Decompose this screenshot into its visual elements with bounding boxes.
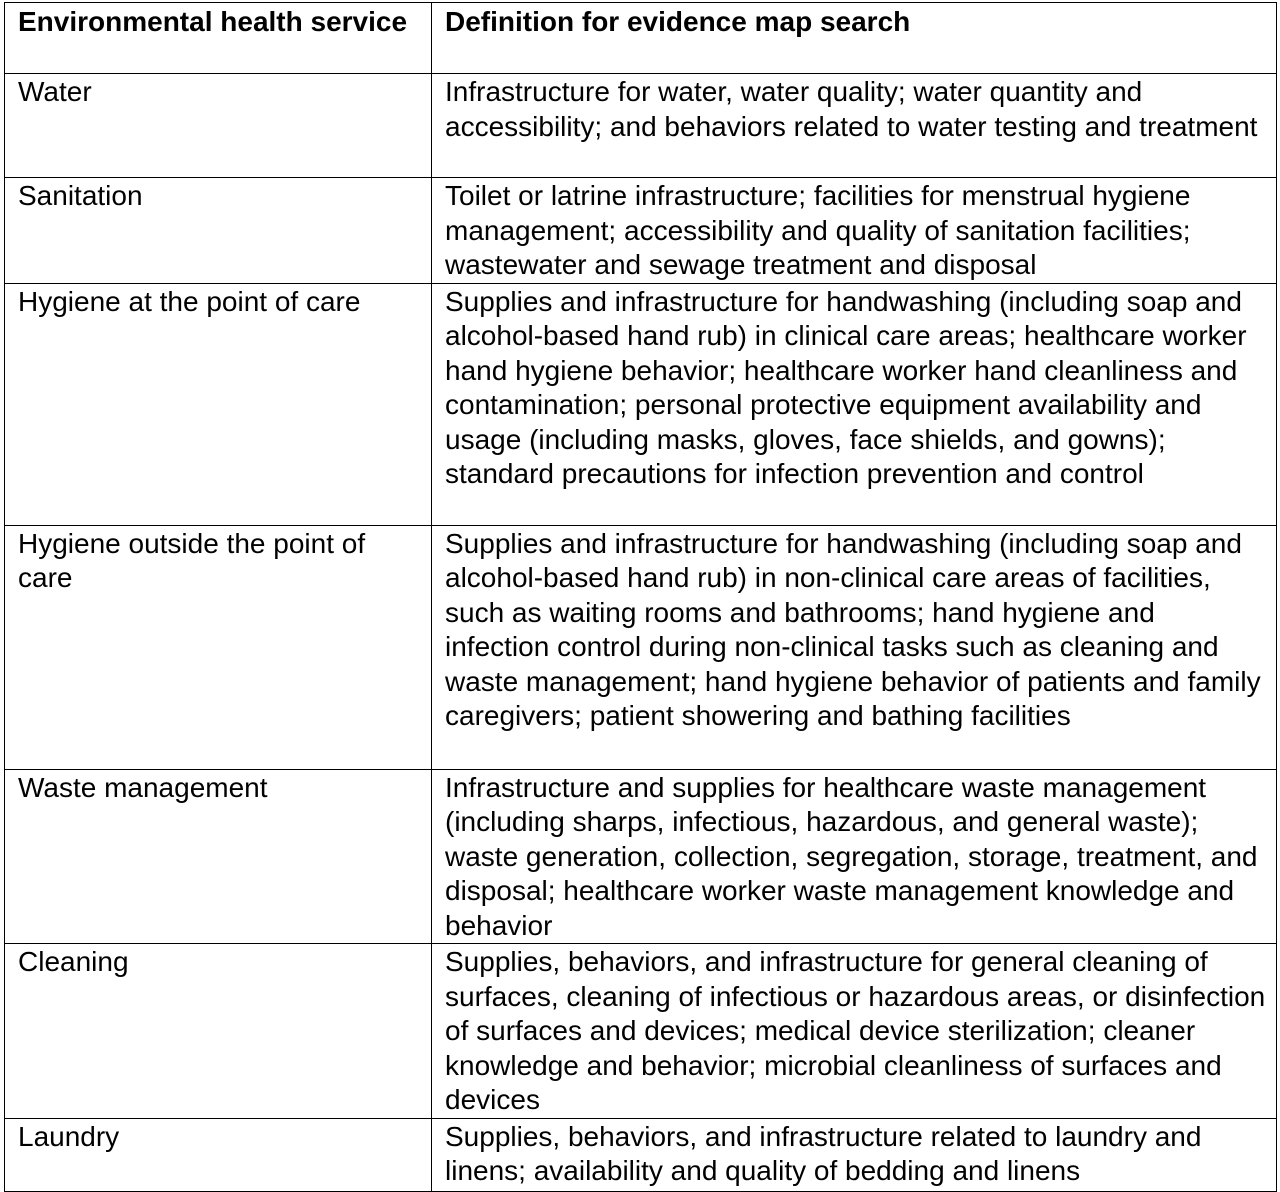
service-cell: Laundry (5, 1118, 432, 1191)
definition-cell: Infrastructure and supplies for healthcare waste management (including sharps, infectious, hazardous, and general waste); waste generation, collection, segregation, storage, treatment, and disposal; healthcare worker waste management knowledge and behavior (432, 769, 1277, 944)
table-row (5, 769, 1277, 944)
definition-cell: Supplies, behaviors, and infrastructure for general cleaning of surfaces, cleaning of infectious or hazardous areas, or disinfection of surfaces and devices; medical device sterilization; cleaner knowledge and behavior; microbial cleanliness of surfaces and devices (432, 944, 1277, 1119)
table-row (5, 944, 1277, 1119)
table-header (5, 3, 1277, 74)
table-row (5, 178, 1277, 284)
table-body (5, 74, 1277, 1192)
table-row (5, 283, 1277, 525)
service-cell: Hygiene outside the point of care (5, 525, 432, 769)
definition-cell: Toilet or latrine infrastructure; facilities for menstrual hygiene management; accessibility and quality of sanitation facilities; wastewater and sewage treatment and disposal (432, 178, 1277, 284)
header-definition: Definition for evidence map search (432, 3, 1277, 74)
header-service: Environmental health service (5, 3, 432, 74)
evidence-map-definitions-table (4, 2, 1277, 1192)
table-row (5, 74, 1277, 178)
definition-cell: Supplies, behaviors, and infrastructure related to laundry and linens; availability and quality of bedding and linens (432, 1118, 1277, 1191)
definition-cell: Infrastructure for water, water quality; water quantity and accessibility; and behaviors related to water testing and treatment (432, 74, 1277, 178)
table-row (5, 1118, 1277, 1191)
header-row (5, 3, 1277, 74)
table-row (5, 525, 1277, 769)
service-cell: Hygiene at the point of care (5, 283, 432, 525)
service-cell: Cleaning (5, 944, 432, 1119)
service-cell: Sanitation (5, 178, 432, 284)
definition-cell: Supplies and infrastructure for handwashing (including soap and alcohol-based hand rub) in clinical care areas; healthcare worker hand hygiene behavior; healthcare worker hand cleanliness and contamination; personal protective equipment availability and usage (including masks, gloves, face shields, and gowns); standard precautions for infection prevention and control (432, 283, 1277, 525)
definition-cell: Supplies and infrastructure for handwashing (including soap and alcohol-based hand rub) in non-clinical care areas of facilities, such as waiting rooms and bathrooms; hand hygiene and infection control during non-clinical tasks such as cleaning and waste management; hand hygiene behavior of patients and family caregivers; patient showering and bathing facilities (432, 525, 1277, 769)
service-cell: Waste management (5, 769, 432, 944)
service-cell: Water (5, 74, 432, 178)
